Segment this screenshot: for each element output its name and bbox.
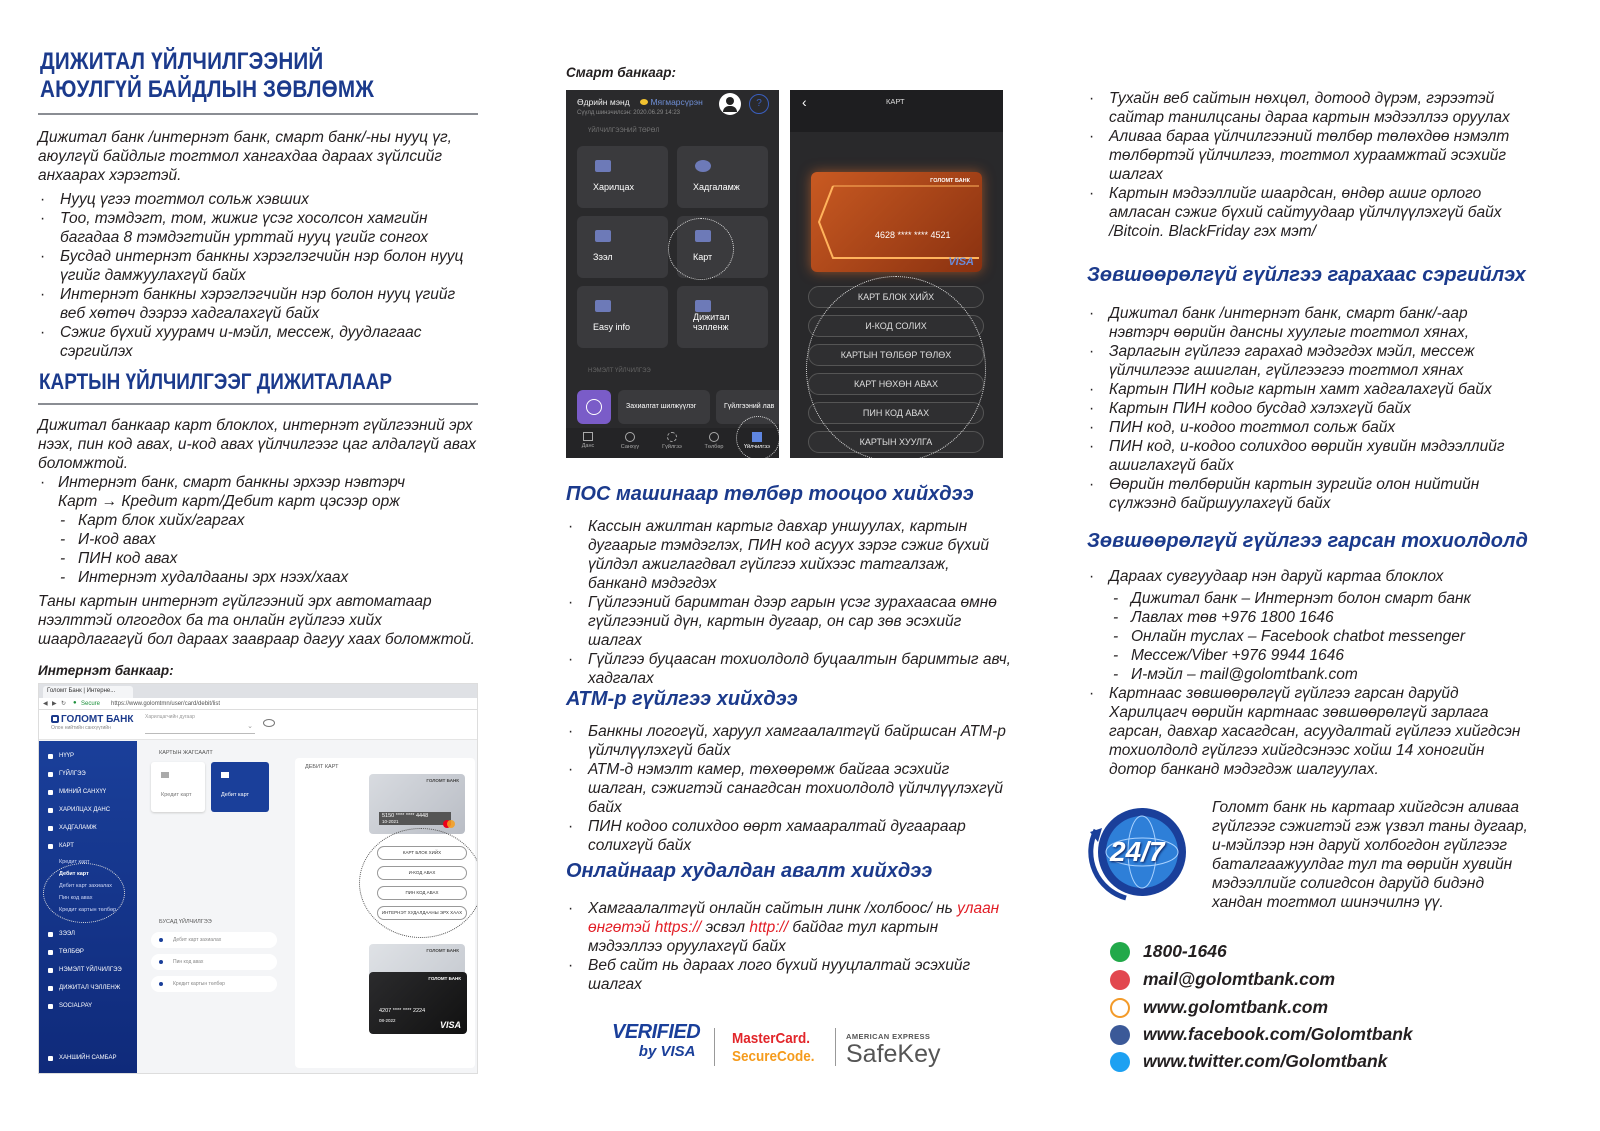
debit-panel-label: ДЕБИТ КАРТ — [305, 764, 339, 770]
eye-off-icon[interactable] — [263, 719, 275, 727]
list-item: · Кассын ажилтан картыг давхар уншуулах, картын дугаарыг тэмдэглэх, ПИН код асуух зэрэг сэжиг бүхий үйлдэл ажиглагдвал гүйлгээ хийхээс татгалзаж, банканд мэдэгдэх — [566, 517, 1011, 593]
intro-paragraph: Дижитал банк /интернэт банк, смарт банк/-ны нууц үг, аюулгүй байдлыг тогтмол хангахдаа дараах зүйлсийг анхаарах хэрэгтэй. — [38, 129, 452, 184]
card-action-pay-bill[interactable]: КАРТЫН ТӨЛБӨР ТӨЛӨХ — [808, 344, 984, 366]
other-service-label: Дебит карт захиалах — [173, 937, 222, 943]
visa-logo: VISA — [439, 1020, 461, 1030]
highlight-circle — [359, 828, 478, 938]
atm-list — [566, 722, 1011, 855]
help-button[interactable] — [749, 94, 769, 114]
chip-scheduled-transfer[interactable] — [618, 390, 710, 424]
home-icon — [583, 432, 593, 441]
tab-label: Санхүү — [620, 444, 640, 450]
tab-finance[interactable] — [618, 432, 642, 450]
card-expiry: 10-2021 — [382, 819, 399, 824]
card-action-block[interactable]: КАРТ БЛОК ХИЙХ — [808, 286, 984, 308]
list-item: · Аливаа бараа үйлчилгээний төлбөр төлөхдөө нэмэлт төлбөртэй үйлчилгээ, тогтмол хураамжтай эсэхийг шалгах — [1087, 127, 1527, 184]
sidebar-item-home[interactable]: НҮҮР — [59, 753, 75, 759]
incident-lead: Дараах сувгуудаар нэн даруй картаа блоклох — [1109, 568, 1444, 585]
list-item: · АТМ-д нэмэлт камер, төхөөрөмж байгаа эсэхийг шалган, сэжигтэй санагдсан тохиолдолд үйлчлүүлэхгүй байх — [566, 760, 1011, 817]
chat-icon — [595, 300, 611, 312]
highlight-circle — [43, 863, 125, 923]
tugrik-icon — [586, 399, 602, 415]
list-item: · Сэжиг бүхий хуурамч и-мэйл, мессеж, дуудлагаас сэргийлэх — [38, 323, 478, 361]
card-number: 4628 **** **** 4521 — [875, 230, 951, 240]
mastercard-securecode-logo — [732, 1030, 815, 1066]
back-icon[interactable]: ‹ — [802, 94, 807, 110]
contact-facebook[interactable] — [1110, 1024, 1413, 1045]
app2-header — [790, 90, 1003, 132]
badge-247-text: 24/7 — [1110, 836, 1165, 867]
list-item: · ПИН код, и-кодоо тогтмол сольж байх — [1087, 418, 1527, 437]
pie-chart-icon — [625, 432, 635, 442]
card-list-label: КАРТЫН ЖАГСААЛТ — [159, 750, 213, 756]
verified-by-visa-logo — [612, 1022, 700, 1062]
contact-text: www.facebook.com/Golomtbank — [1143, 1024, 1413, 1044]
card-number: 5150 **** **** 4448 — [382, 813, 429, 819]
internet-bank-screenshot — [38, 683, 478, 1074]
online-text: Хамгаалалтгүй онлайн сайтын линк /холбоос/ нь — [588, 900, 958, 917]
online-tips-continued — [1087, 89, 1527, 241]
list-item: · Гүйлгээний баримтан дээр гарын үсэг зурахаасаа өмнө гүйлгээний дүн, картын дугаар, он сар зөв эсэхийг шалгах — [566, 593, 1011, 650]
app2-title: КАРТ — [886, 97, 905, 106]
red-link-text: http:// — [749, 919, 789, 936]
tile-label: Карт — [693, 252, 713, 262]
card-step-list — [38, 473, 478, 511]
sidebar-subitem[interactable]: Дебит карт — [59, 871, 89, 877]
browser-back-icon[interactable]: ◀ — [43, 701, 48, 707]
list-item: · Тухайн веб сайтын нөхцөл, дотоод дүрэм, гэрээтэй сайтар танилцсаны дараа картын мэдээллээ оруулах — [1087, 89, 1527, 127]
page-title-line2: АЮУЛГҮЙ БАЙДЛЫН ЗӨВЛӨМЖ — [40, 76, 375, 103]
atm-section-title: АТМ-р гүйлгээ хийхдээ — [566, 688, 798, 710]
page-title-line1: ДИЖИТАЛ ҮЙЛЧИЛГЭЭНИЙ — [40, 48, 324, 75]
tile-label: Easy info — [593, 322, 631, 332]
card-section-title: КАРТЫН ҮЙЛЧИЛГЭЭГ ДИЖИТАЛААР — [39, 369, 393, 394]
greeting-text: Өдрийн мэнд — [577, 97, 630, 107]
sidebar-item-transactions[interactable]: ГҮЙЛГЭЭ — [59, 771, 86, 777]
sidebar-item-socialpay[interactable]: SOCIALPAY — [59, 1003, 93, 1009]
logo-subtitle: Олон нийтийн санхүүгийн — [51, 725, 111, 731]
bullet-icon — [159, 982, 163, 986]
mastercard-text: MasterCard. — [732, 1030, 811, 1047]
user-name: Мягмарсүрэн — [650, 97, 703, 107]
incident-list — [1087, 567, 1527, 779]
smart-app-card-screenshot — [790, 90, 1003, 458]
lock-icon: ● — [73, 700, 77, 706]
list-item: · ПИН код, и-кодоо солихдоо өөрийн хувийн мэдээллийг ашиглахгүй байх — [1087, 437, 1527, 475]
debit-card-1[interactable] — [369, 774, 465, 834]
services-section-label: ҮЙЛЧИЛГЭЭНИЙ ТӨРӨЛ — [588, 128, 660, 134]
tile-label: Хадгаламж — [693, 182, 740, 192]
tile-easy-info[interactable] — [577, 286, 668, 348]
logo-text: ГОЛОМТ БАНК — [61, 714, 134, 725]
sidebar-item-savings[interactable]: ХАДГАЛАМЖ — [59, 825, 97, 831]
other-services-label: БУСАД ҮЙЛЧИЛГЭЭ — [159, 919, 212, 925]
card-brand: ГОЛОМТ БАНК — [426, 778, 459, 783]
other-service-item[interactable] — [151, 976, 277, 992]
piggy-bank-icon — [695, 160, 711, 172]
chevron-down-icon: ⌄ — [247, 723, 253, 730]
list-item: - И-код авах — [56, 530, 478, 549]
globe-icon — [1110, 998, 1130, 1018]
contact-text: www.twitter.com/Golomtbank — [1143, 1051, 1388, 1071]
credit-card-tile[interactable] — [151, 762, 205, 812]
pos-list — [566, 517, 1011, 688]
online-section-title: Онлайнаар худалдан авалт хийхдээ — [566, 860, 933, 882]
list-item: - Интернэт худалдааны эрх нээх/хаах — [56, 568, 478, 587]
mail-icon — [1110, 970, 1130, 990]
credit-card-icon — [161, 772, 169, 778]
list-item: · Картын ПИН кодоо бусдад хэлэхгүй байх — [1087, 399, 1527, 418]
card-number: 4207 **** **** 2224 — [379, 1008, 426, 1014]
tile-digital-challenge[interactable] — [677, 286, 768, 348]
tab-label: Төлбөр — [704, 444, 724, 450]
facebook-icon — [1110, 1025, 1130, 1045]
list-item: · Тоо, тэмдэгт, том, жижиг үсэг хосолсон хамгийн багадаа 8 тэмдэгтийн урттай нууц үгийг сонгох — [38, 209, 478, 247]
smart-bank-label: Смарт банкаар: — [566, 65, 677, 80]
logo-divider — [835, 1028, 836, 1066]
card-outro: Таны картын интернэт гүйлгээний эрх автоматаар нээлттэй олгогдох ба та онлайн гүйлгээ хийх шаардлагагүй бол дараах заавраар дагуу хаах боломжтой. — [38, 593, 475, 648]
smart-app-home-screenshot — [566, 90, 779, 458]
card-list-panel — [147, 744, 277, 1064]
card-action-change-ecode[interactable]: И-КОД СОЛИХ — [808, 315, 984, 337]
sidebar-item-card[interactable]: КАРТ — [59, 843, 74, 849]
title-rule — [38, 113, 478, 115]
user-icon-body — [723, 106, 737, 112]
account-select[interactable] — [145, 714, 255, 734]
list-item: · Өөрийн төлбөрийн картын зургийг олон нийтийн сүлжээнд байршуулахгүй байх — [1087, 475, 1527, 513]
sidebar-item-loan[interactable]: ЗЭЭЛ — [59, 931, 75, 937]
browser-reload-icon[interactable]: ↻ — [61, 701, 67, 707]
highlight-circle — [736, 416, 779, 458]
tab-label: Үйлчилгээ — [744, 444, 770, 450]
ib-action-button[interactable]: И-КОД АВАХ — [377, 866, 467, 880]
list-item: · Банкны логогүй, харуул хамгаалалтгүй байршсан АТМ-р үйлчлүүлэхгүй байх — [566, 722, 1011, 760]
tile-label: Дижитал чэлленж — [693, 312, 730, 332]
card-step-line1: · Интернэт банк, смарт банкны эрхээр нэвтэрч — [58, 474, 406, 491]
debit-card-tile-label: Дебит карт — [221, 792, 250, 798]
plus-button[interactable] — [577, 390, 611, 424]
highlight-circle — [668, 218, 734, 280]
card-steps — [38, 473, 478, 587]
security-logos — [610, 1018, 960, 1072]
tile-current-account[interactable] — [577, 146, 668, 208]
support-247-badge — [1086, 800, 1192, 904]
security-tips-list — [38, 190, 478, 361]
contact-text: 1800-1646 — [1143, 941, 1227, 961]
phone-icon — [1110, 942, 1130, 962]
online-text: эсвэл — [701, 919, 750, 936]
sidebar-subitem[interactable]: Кредит карт — [59, 859, 90, 865]
visa-logo: VISA — [948, 256, 974, 268]
contact-text: mail@golomtbank.com — [1143, 969, 1336, 989]
chip-label: Захиалгат шилжүүлэг — [626, 403, 697, 410]
address-bar[interactable]: https://www.golomtmn/user/card/debit/list — [111, 701, 221, 707]
amex-safekey-logo — [846, 1032, 941, 1067]
help-icon: ? — [756, 98, 762, 109]
browser-forward-icon[interactable]: ▶ — [52, 701, 57, 707]
prevent-section-title: Зөвшөөрөлгүй гүйлгээ гарахаас сэргийлэх — [1087, 264, 1526, 286]
twitter-icon — [1110, 1052, 1130, 1072]
list-item: - Карт блок хийх/гаргах — [56, 511, 478, 530]
other-service-item[interactable] — [151, 954, 277, 970]
safekey-text: SafeKey — [846, 1040, 941, 1068]
sidebar-item-current-account[interactable]: ХАРИЛЦАХ ДАНС — [59, 807, 111, 813]
list-item: · Картнаас зөвшөөрөлгүй гүйлгээ гарсан даруйд Харилцагч өөрийн картнаас зөвшөөрөлгүй зарлага гарсан, давхар хасагдсан, асуудалтай гүйлгээ хийгдсэн тохиолдолд гүйлгээ хийгдсэнээс хойш 14 хоногийн дотор банканд мэдэгдэж шалгуулах. — [1087, 684, 1527, 779]
logo-divider — [714, 1028, 715, 1066]
user-icon — [726, 97, 734, 105]
tab-payment[interactable] — [702, 432, 726, 450]
list-item: · Картын ПИН кодыг картын хамт хадгалахгүй байх — [1087, 380, 1527, 399]
list-item: · Зарлагын гүйлгээ гарахад мэдэгдэх мэйл, мессеж үйлчилгээг ашиглан, гүйлгээгээ тогтмол хянах — [1087, 342, 1527, 380]
contact-email[interactable] — [1110, 969, 1335, 990]
amex-text: AMERICAN EXPRESS — [846, 1032, 931, 1041]
contact-twitter[interactable] — [1110, 1051, 1387, 1072]
tile-label: Зээл — [593, 252, 613, 262]
pos-section-title: ПОС машинаар төлбөр тооцоо хийхдээ — [566, 483, 974, 505]
golomt-logo[interactable] — [51, 714, 133, 731]
debit-card-2[interactable] — [369, 972, 467, 1034]
golomt-visa-card[interactable] — [811, 172, 982, 272]
bullet-icon — [159, 938, 163, 942]
last-login: Сүүлд шинэчилсэн: 2020.06.29 14:23 — [577, 110, 681, 116]
sidebar-subitem[interactable]: Пин код авах — [59, 895, 93, 901]
list-item: - ПИН код авах — [56, 549, 478, 568]
list-item — [566, 899, 1006, 956]
card-brand: ГОЛОМТ БАНК — [426, 948, 459, 953]
debit-card-icon — [221, 772, 229, 778]
highlight-circle — [806, 276, 986, 458]
tab-label: Данс — [581, 443, 595, 449]
bullet-icon — [159, 960, 163, 964]
list-item: · Нууц үгээ тогтмол сольж хэвших — [38, 190, 478, 209]
online-text: байдаг тул картын мэдээллээ оруулахгүй байх — [588, 919, 939, 955]
logo-mark-icon — [51, 715, 59, 723]
tab-label: Гүйлгээ — [662, 444, 682, 450]
card-action-get-pin[interactable]: ПИН КОД АВАХ — [808, 402, 984, 424]
prevent-list — [1087, 304, 1527, 513]
app-greeting — [577, 97, 703, 107]
list-item: - Дижитал банк – Интернэт болон смарт банк — [1109, 589, 1527, 608]
list-item: · Интернэт банкны хэрэглэгчийн нэр болон нууц үгийг веб хөтөч дээрээ хадгалахгүй байх — [38, 285, 478, 323]
ib-sidebar — [39, 741, 137, 1074]
other-service-label: Пин код авах — [173, 959, 204, 965]
sidebar-subitem[interactable]: Кредит картын төлбөр — [59, 907, 117, 913]
app-tabbar — [566, 428, 779, 458]
sidebar-subitem[interactable]: Дебит карт захиалах — [59, 883, 113, 889]
verified-text: VERIFIED — [612, 1021, 701, 1043]
sidebar-item-rates[interactable]: ХАНШИЙН САМБАР — [59, 1055, 117, 1061]
list-item: · Дижитал банк /интернэт банк, смарт банк/-аар нэвтэрч өөрийн дансны хуулгыг тогтмол хянах, — [1087, 304, 1527, 342]
sidebar-item-challenge[interactable]: ДИЖИТАЛ ЧЭЛЛЕНЖ — [59, 985, 121, 991]
list-item: · Гүйлгээ буцаасан тохиолдолд буцаалтын баримтыг авч, хадгалах — [566, 650, 1011, 688]
wallet-icon — [595, 160, 611, 172]
ib-header — [39, 710, 478, 740]
page-title — [40, 48, 487, 104]
debit-card-tile[interactable] — [211, 762, 269, 812]
contact-text: www.golomtbank.com — [1143, 997, 1329, 1017]
list-item: - Мессеж/Viber +976 9944 1646 — [1109, 646, 1527, 665]
browser-tab[interactable]: Голомт Банк | Интерне... — [43, 686, 133, 698]
contact-phone[interactable] — [1110, 941, 1227, 962]
transfer-icon — [667, 432, 677, 442]
other-service-label: Кредит картын төлбөр — [173, 981, 225, 987]
list-item: · Бусдад интернэт банкны хэрэглэгчийн нэр болон нууц үгийг дамжуулахгүй байх — [38, 247, 478, 285]
other-service-item[interactable] — [151, 932, 277, 948]
credit-card-tile-label: Кредит карт — [161, 792, 192, 798]
ib-action-button[interactable]: ПИН КОД АВАХ — [377, 886, 467, 900]
sidebar-item-payment[interactable]: ТӨЛБӨР — [59, 949, 84, 955]
block-channels-list — [1109, 589, 1527, 684]
card-section-rule — [38, 403, 478, 405]
by-visa-text: by VISA — [638, 1043, 696, 1060]
sidebar-item-finance[interactable]: МИНИЙ САНХҮҮ — [59, 789, 107, 795]
ib-action-button[interactable]: ИНТЕРНЭТ ХУДАЛДААНЫ ЭРХ ХААХ — [377, 906, 467, 920]
card-actions-list — [56, 511, 478, 587]
list-item: · Картын мэдээллийг шаардсан, өндөр ашиг орлого амласан сэжиг бүхий сайтуудаар үйлчлүүлэхгүй байх /Bitcoin. BlackFriday гэх мэт/ — [1087, 184, 1527, 241]
mastercard-icon — [443, 820, 455, 828]
incident-section-title: Зөвшөөрөлгүй гүйлгээ гарсан тохиолдолд — [1087, 530, 1528, 552]
debit-card-panel — [295, 758, 475, 1068]
chip-label: Гүйлгээний лав — [724, 403, 775, 410]
card-action-statement[interactable]: КАРТЫН ХУУЛГА — [808, 431, 984, 453]
list-item: · Веб сайт нь дараах лого бүхий нууцлалтай эсэхийг шалгах — [566, 956, 1006, 994]
online-list — [566, 899, 1006, 994]
list-item: · ПИН кодоо солихдоо өөрт хамааралтай дугаараар солихгүй байх — [566, 817, 1011, 855]
tile-savings[interactable] — [677, 146, 768, 208]
support-notice: Голомт банк нь картаар хийгдсэн аливаа гүйлгээг сэжигтэй гэж үзвэл таны дугаар, и-мэйлээр нэн даруй холбогдон гүйлгээг баталгаажуулдаг тул та өөрийн хувийн мэдээллийг солигдсон даруйд бидэнд хандан тогтмол шинэчилнэ үү. — [1212, 799, 1528, 911]
card-action-reissue[interactable]: КАРТ НӨХӨН АВАХ — [808, 373, 984, 395]
payment-icon — [709, 432, 719, 442]
browser-toolbar — [39, 698, 478, 710]
card-expiry: 08-2022 — [379, 1018, 396, 1023]
card-intro: Дижитал банкаар карт блоклох, интернэт гүйлгээний эрх нээх, пин код авах, и-код авах үйлчилгээг цаг алдалгүй авах боломжтой. — [38, 417, 477, 472]
tile-loan[interactable] — [577, 216, 668, 278]
contact-website[interactable] — [1110, 997, 1328, 1018]
avatar[interactable] — [719, 93, 741, 115]
secure-label: Secure — [81, 701, 101, 707]
securecode-text: SecureCode. — [732, 1048, 815, 1065]
tab-transactions[interactable] — [660, 432, 684, 450]
browser-tabbar — [39, 684, 478, 698]
sidebar-item-extra[interactable]: НЭМЭЛТ ҮЙЛЧИЛГЭЭ — [59, 967, 122, 973]
account-select-label: Харилцагчийн дугаар — [145, 714, 195, 720]
ib-action-button[interactable]: КАРТ БЛОК ХИЙХ — [377, 846, 467, 860]
card-brand: ГОЛОМТ БАНК — [428, 976, 461, 981]
card-number-box — [379, 812, 451, 825]
gift-icon — [695, 300, 711, 312]
weather-icon — [640, 99, 648, 105]
list-item — [38, 473, 478, 511]
money-bag-icon — [595, 230, 611, 242]
list-item: - Лавлах төв +976 1800 1646 — [1109, 608, 1527, 627]
extra-section-label: НЭМЭЛТ ҮЙЛЧИЛГЭЭ — [588, 368, 651, 374]
card-step-line2: Карт → Кредит карт/Дебит карт цэсээр орж — [58, 493, 400, 510]
list-item — [1087, 567, 1527, 684]
card-brand: ГОЛОМТ БАНК — [930, 178, 970, 184]
list-item: - И-мэйл – mail@golomtbank.com — [1109, 665, 1527, 684]
red-link-text: улаан өнгөтэй https:// — [588, 900, 1000, 936]
list-item: - Онлайн туслах – Facebook chatbot messenger — [1109, 627, 1527, 646]
tile-label: Харилцах — [593, 182, 634, 192]
tab-accounts[interactable] — [576, 432, 600, 449]
internet-bank-label: Интернэт банкаар: — [38, 663, 174, 678]
